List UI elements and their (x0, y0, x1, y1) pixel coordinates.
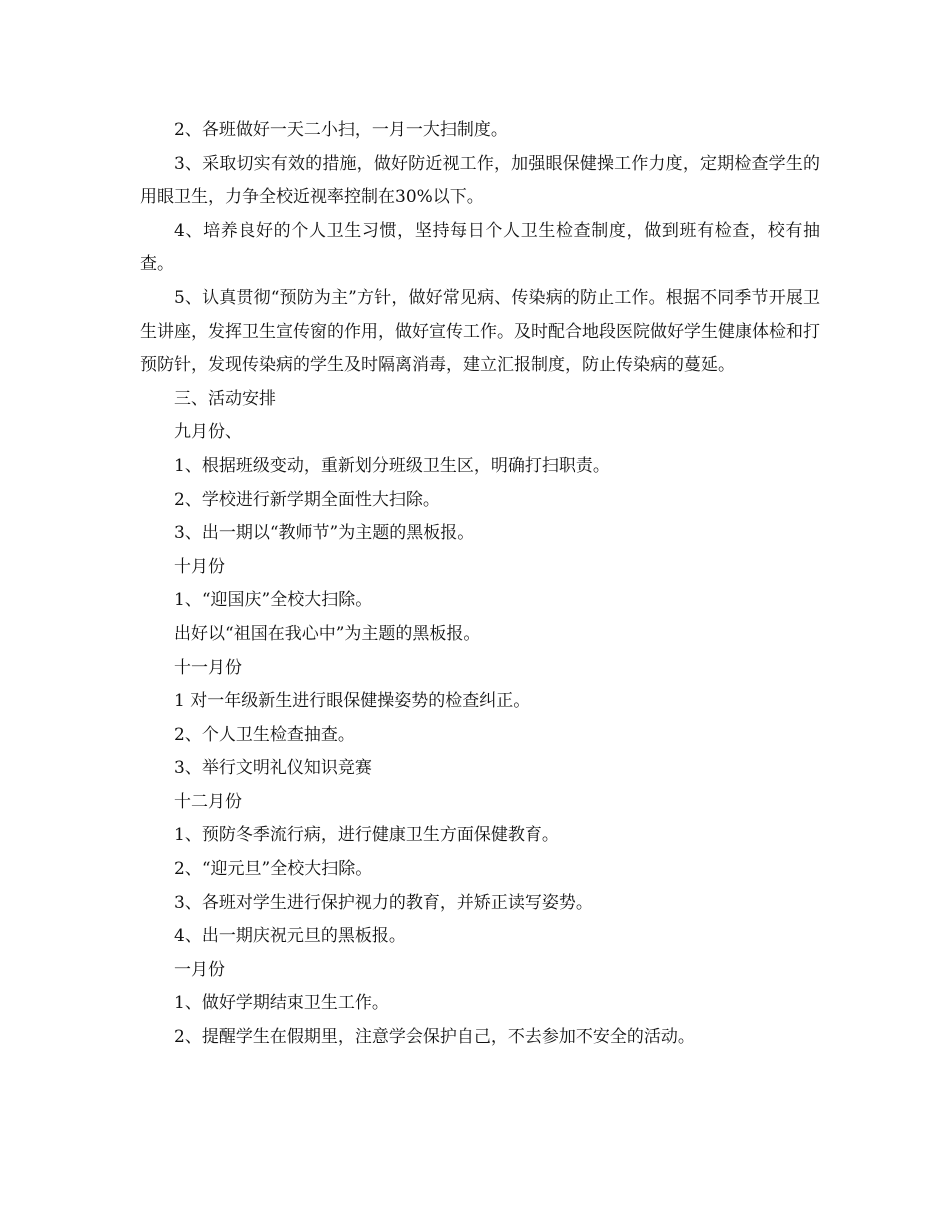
month-heading-october: 十月份 (174, 556, 225, 577)
list-item: 1、根据班级变动，重新划分班级卫生区，明确打扫职责。 (174, 455, 610, 476)
list-item: 1、“迎国庆”全校大扫除。 (174, 590, 373, 611)
document-body (140, 114, 820, 1055)
list-item: 2、“迎元旦”全校大扫除。 (174, 859, 373, 880)
list-item: 1、做好学期结束卫生工作。 (174, 993, 389, 1014)
month-heading-november: 十一月份 (174, 657, 242, 678)
list-item: 2、个人卫生检查抽查。 (174, 724, 355, 745)
list-item: 3、出一期以“教师节”为主题的黑板报。 (174, 523, 475, 544)
list-item: 2、学校进行新学期全面性大扫除。 (174, 489, 440, 510)
month-heading-september: 九月份、 (174, 422, 242, 443)
month-heading-december: 十二月份 (174, 791, 242, 812)
list-item: 1、预防冬季流行病，进行健康卫生方面保健教育。 (174, 825, 559, 846)
list-item: 1 对一年级新生进行眼保健操姿势的检查纠正。 (174, 691, 531, 712)
list-item: 2、提醒学生在假期里，注意学会保护自己，不去参加不安全的活动。 (174, 1027, 695, 1048)
list-item: 3、各班对学生进行保护视力的教育，并矫正读写姿势。 (174, 892, 593, 913)
list-item: 3、举行文明礼仪知识竞赛 (174, 758, 372, 779)
section-heading-activities: 三、活动安排 (174, 388, 276, 409)
paragraph-2: 3、采取切实有效的措施，做好防近视工作，加强眼保健操工作力度，定期检查学生的用眼卫生，力争全校近视率控制在30%以下。 (140, 153, 820, 208)
paragraph-3: 4、培养良好的个人卫生习惯，坚持每日个人卫生检查制度，做到班有检查，校有抽查。 (140, 220, 820, 275)
month-heading-january: 一月份 (174, 959, 225, 980)
list-item: 4、出一期庆祝元旦的黑板报。 (174, 926, 406, 947)
paragraph-1: 2、各班做好一天二小扫，一月一大扫制度。 (174, 120, 508, 140)
paragraph-4: 5、认真贯彻“预防为主”方针，做好常见病、传染病的防止工作。根据不同季节开展卫生讲座，发挥卫生宣传窗的作用，做好宣传工作。及时配合地段医院做好学生健康体检和打预防针，发现传染病的学生及时隔离消毒，建立汇报制度，防止传染病的蔓延。 (140, 287, 820, 376)
list-item: 出好以“祖国在我心中”为主题的黑板报。 (174, 623, 481, 644)
